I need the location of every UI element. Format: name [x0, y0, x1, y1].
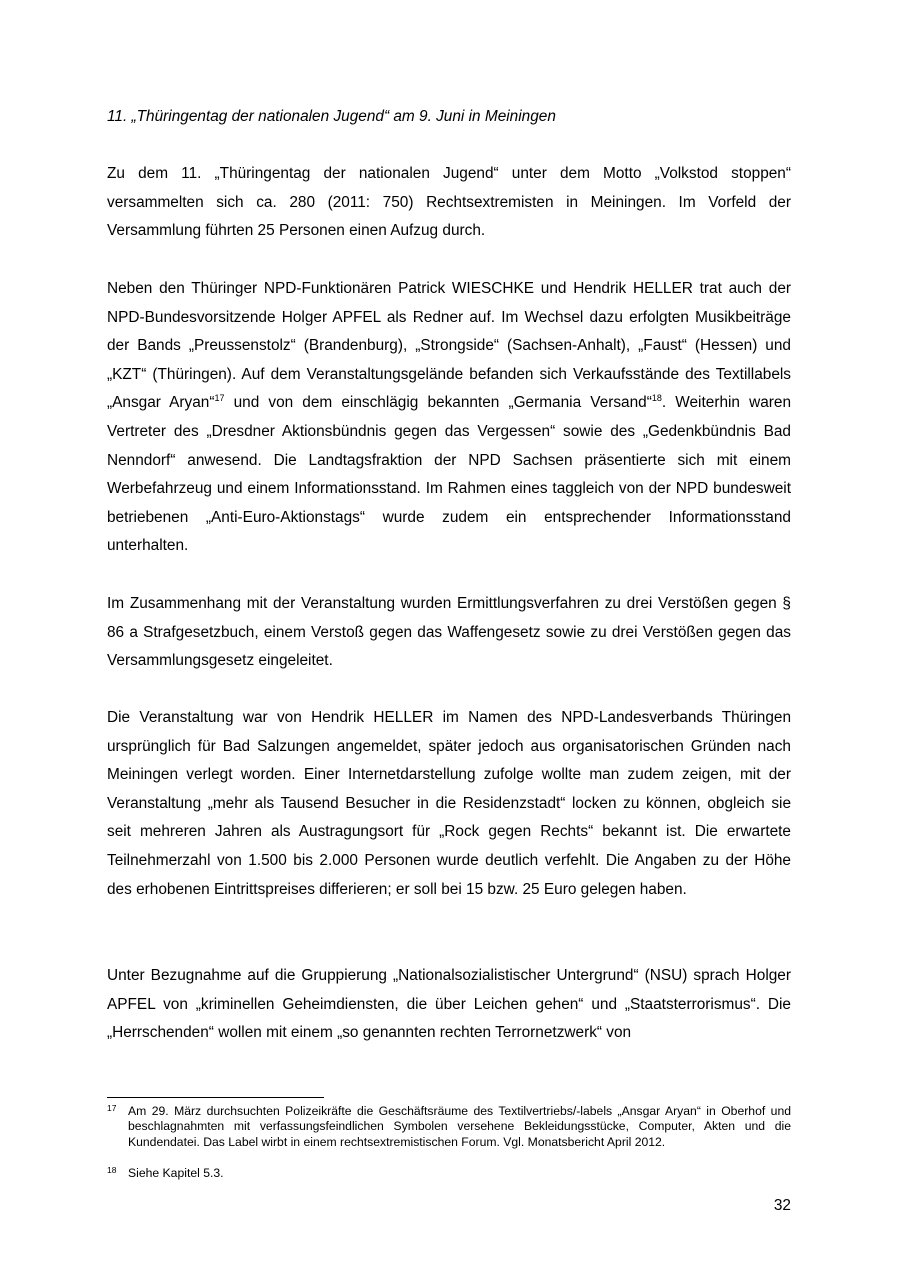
footnote-17-text: Am 29. März durchsuchten Polizeikräfte die Geschäftsräume des Textilvertriebs/-labels „Ansgar Aryan“ in Oberhof und beschlagnahmten mit verfassungsfeindlichen Symbolen versehene Bekleidungsstücke, Computer, Akten und die Kundendatei. Das Label wirbt in einem rechtsextremistischen Forum. Vgl. Monatsbericht April 2012. [128, 1104, 791, 1149]
footnote-ref-18[interactable]: 18 [651, 393, 662, 404]
footnote-18 [107, 1166, 791, 1181]
paragraph-2-part-2: und von dem einschlägig bekannten „Germania Versand“ [224, 394, 652, 412]
paragraph-2 [107, 275, 791, 561]
paragraph-3: Im Zusammenhang mit der Veranstaltung wurden Ermittlungsverfahren zu drei Verstößen gegen § 86 a Strafgesetzbuch, einem Verstoß gegen das Waffengesetz sowie zu drei Verstößen gegen das Versammlungsgesetz eingeleitet. [107, 595, 791, 670]
section-heading: 11. „Thüringentag der nationalen Jugend“ am 9. Juni in Meiningen [107, 108, 556, 125]
footnote-18-number: 18 [107, 1165, 117, 1175]
paragraph-2-part-1: Neben den Thüringer NPD-Funktionären Patrick WIESCHKE und Hendrik HELLER trat auch der NPD-Bundesvorsitzende Holger APFEL als Redner auf. Im Wechsel dazu erfolgten Musikbeiträge der Bands „Preussenstolz“ (Brandenburg), „Strongside“ (Sachsen-Anhalt), „Faust“ (Hessen) und „KZT“ (Thüringen). Auf dem Veranstaltungsgelände befanden sich Verkaufsstände des Textillabels „Ansgar Aryan“ [107, 280, 791, 412]
page-number: 32 [773, 1197, 791, 1214]
footnote-18-text: Siehe Kapitel 5.3. [128, 1166, 224, 1180]
paragraph-1: Zu dem 11. „Thüringentag der nationalen Jugend“ unter dem Motto „Volkstod stoppen“ versammelten sich ca. 280 (2011: 750) Rechtsextremisten in Meiningen. Im Vorfeld der Versammlung führten 25 Personen einen Aufzug durch. [107, 165, 791, 240]
footnote-ref-17[interactable]: 17 [214, 393, 225, 404]
footnote-17 [107, 1104, 791, 1150]
footnote-separator [107, 1097, 324, 1098]
footnote-17-number: 17 [107, 1103, 117, 1113]
paragraph-5: Unter Bezugnahme auf die Gruppierung „Nationalsozialistischer Untergrund“ (NSU) sprach Holger APFEL von „kriminellen Geheimdiensten, die über Leichen gehen“ und „Staatsterrorismus“. Die „Herrschenden“ wollen mit einem „so genannten rechten Terrornetzwerk“ von [107, 967, 791, 1042]
paragraph-2-part-3: . Weiterhin waren Vertreter des „Dresdner Aktionsbündnis gegen das Vergessen“ sowie des „Gedenkbündnis Bad Nenndorf“ anwesend. Die Landtagsfraktion der NPD Sachsen präsentierte sich mit einem Werbefahrzeug und einem Informationsstand. Im Rahmen eines taggleich von der NPD bundesweit betriebenen „Anti-Euro-Aktionstags“ wurde zudem ein entsprechender Informationsstand unterhalten. [107, 394, 792, 555]
paragraph-4: Die Veranstaltung war von Hendrik HELLER im Namen des NPD-Landesverbands Thüringen ursprünglich für Bad Salzungen angemeldet, später jedoch aus organisatorischen Gründen nach Meiningen verlegt worden. Einer Internetdarstellung zufolge wollte man zudem zeigen, mit der Veranstaltung „mehr als Tausend Besucher in die Residenzstadt“ locken zu können, obgleich sie seit mehreren Jahren als Austragungsort für „Rock gegen Rechts“ bekannt ist. Die erwartete Teilnehmerzahl von 1.500 bis 2.000 Personen wurde deutlich verfehlt. Die Angaben zu der Höhe des erhobenen Eintrittspreises differieren; er soll bei 15 bzw. 25 Euro gelegen haben. [107, 709, 791, 898]
